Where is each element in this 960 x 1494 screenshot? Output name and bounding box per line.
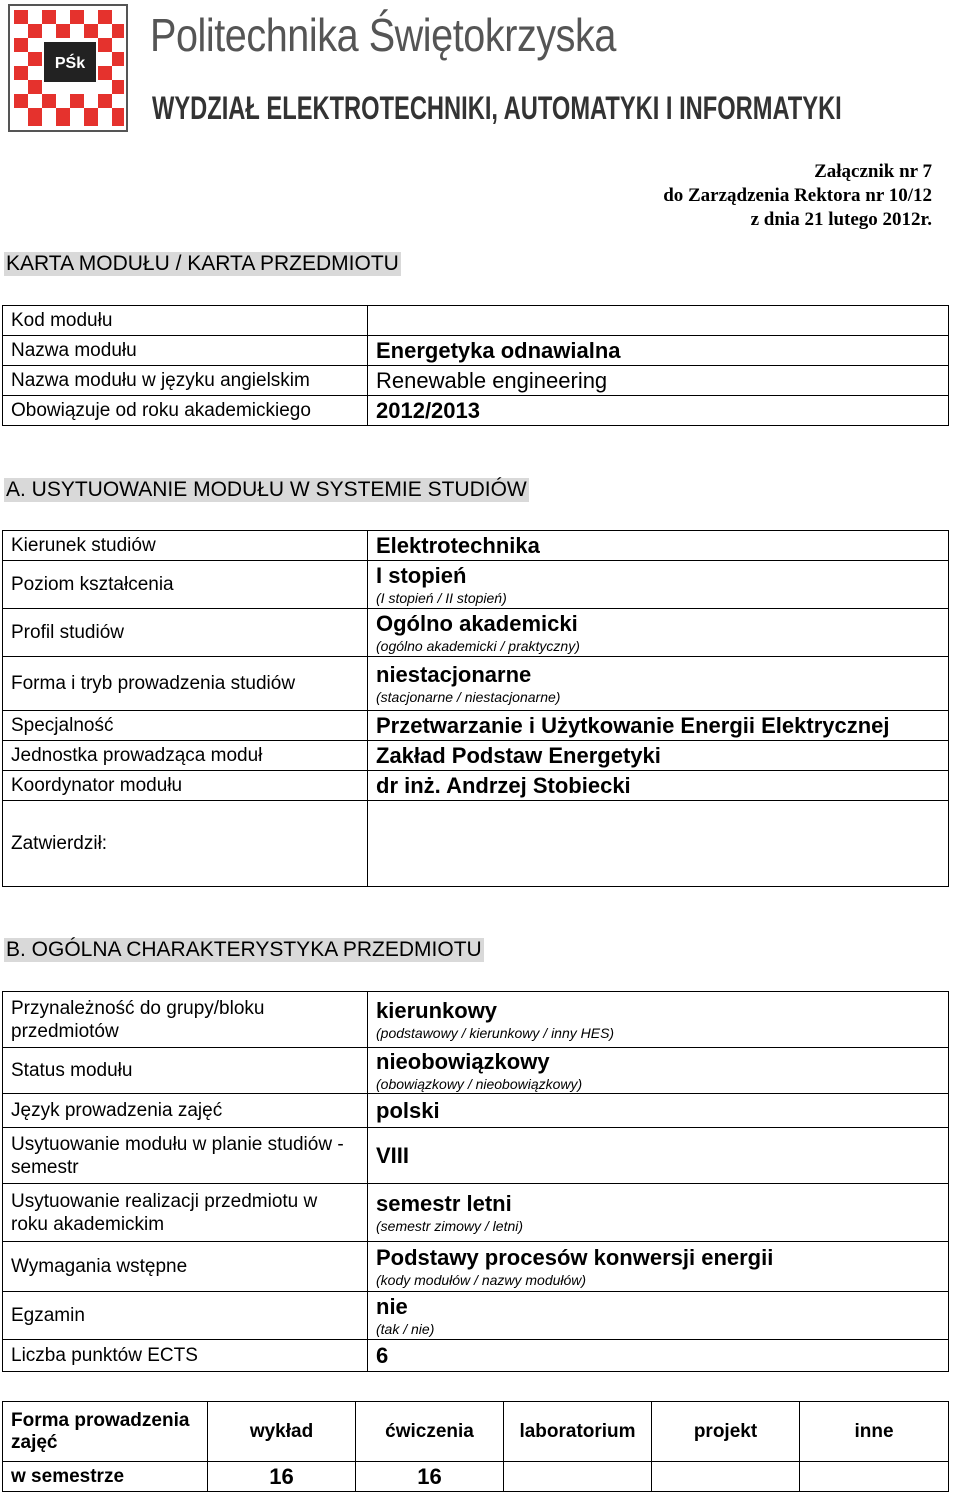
study-profile-value: Ogólno akademicki — [376, 610, 578, 636]
ects-value: 6 — [368, 1340, 949, 1372]
annex-line-2: do Zarządzenia Rektora nr 10/12 — [663, 185, 932, 206]
classes-table — [2, 1401, 949, 1492]
specialty-value: Przetwarzanie i Użytkowanie Energii Elektrycznej — [368, 711, 949, 741]
approved-value — [368, 801, 949, 887]
hours-lecture: 16 — [208, 1462, 356, 1492]
period-value: semestr letni — [376, 1190, 512, 1216]
group-hint: (podstawowy / kierunkowy / inny HES) — [376, 1024, 615, 1041]
study-form-hint: (stacjonarne / niestacjonarne) — [376, 688, 561, 705]
module-code-value — [368, 306, 949, 336]
unit-value: Zakład Podstaw Energetyki — [368, 741, 949, 771]
ects-label: Liczba punktów ECTS — [3, 1340, 368, 1372]
study-form-value: niestacjonarne — [376, 661, 532, 687]
period-label: Usytuowanie realizacji przedmiotu w roku akademickim — [3, 1184, 368, 1242]
status-value: nieobowiązkowy — [376, 1048, 550, 1074]
prerequisites-hint: (kody modułów / nazwy modułów) — [376, 1271, 587, 1288]
unit-label: Jednostka prowadząca moduł — [3, 741, 368, 771]
study-level-label: Poziom kształcenia — [3, 561, 368, 609]
module-name-en-label: Nazwa modułu w języku angielskim — [3, 366, 368, 396]
study-level-value: I stopień — [376, 562, 467, 588]
prerequisites-label: Wymagania wstępne — [3, 1242, 368, 1292]
semester-value: VIII — [368, 1128, 949, 1184]
card-title: KARTA MODUŁU / KARTA PRZEDMIOTU — [6, 252, 399, 275]
column-header-laboratory: laboratorium — [504, 1402, 652, 1462]
column-header-project: projekt — [652, 1402, 800, 1462]
group-value: kierunkowy — [376, 997, 498, 1023]
status-hint: (obowiązkowy / nieobowiązkowy) — [376, 1075, 583, 1092]
section-b-table — [2, 991, 949, 1372]
period-hint: (semestr zimowy / letni) — [376, 1217, 524, 1234]
module-name-value: Energetyka odnawialna — [368, 336, 949, 366]
hours-laboratory — [504, 1462, 652, 1492]
module-name-label: Nazwa modułu — [3, 336, 368, 366]
hours-project — [652, 1462, 800, 1492]
study-level-hint: (I stopień / II stopień) — [376, 589, 507, 606]
exam-label: Egzamin — [3, 1292, 368, 1340]
university-logo — [8, 4, 128, 132]
academic-year-label: Obowiązuje od roku akademickiego — [3, 396, 368, 426]
coordinator-value: dr inż. Andrzej Stobiecki — [368, 771, 949, 801]
coordinator-label: Koordynator modułu — [3, 771, 368, 801]
field-of-study-value: Elektrotechnika — [368, 531, 949, 561]
annex-line-1: Załącznik nr 7 — [814, 161, 932, 182]
prerequisites-value: Podstawy procesów konwersji energii — [376, 1244, 774, 1270]
exam-hint: (tak / nie) — [376, 1320, 435, 1337]
field-of-study-label: Kierunek studiów — [3, 531, 368, 561]
classes-form-header: Forma prowadzenia zajęć — [3, 1402, 208, 1462]
exam-value: nie — [376, 1293, 408, 1319]
hours-exercises: 16 — [356, 1462, 504, 1492]
language-label: Język prowadzenia zajęć — [3, 1094, 368, 1128]
per-semester-label: w semestrze — [3, 1462, 208, 1492]
annex-note — [663, 160, 932, 232]
section-b-title: B. OGÓLNA CHARAKTERYSTYKA PRZEDMIOTU — [6, 938, 482, 961]
study-profile-label: Profil studiów — [3, 609, 368, 657]
group-label: Przynależność do grupy/bloku przedmiotów — [3, 992, 368, 1048]
status-label: Status modułu — [3, 1048, 368, 1094]
semester-label: Usytuowanie modułu w planie studiów - semestr — [3, 1128, 368, 1184]
academic-year-value: 2012/2013 — [368, 396, 949, 426]
module-name-en-value: Renewable engineering — [368, 366, 949, 396]
specialty-label: Specjalność — [3, 711, 368, 741]
hours-other — [800, 1462, 949, 1492]
column-header-exercises: ćwiczenia — [356, 1402, 504, 1462]
module-info-table — [2, 305, 949, 426]
column-header-lecture: wykład — [208, 1402, 356, 1462]
language-value: polski — [368, 1094, 949, 1128]
column-header-other: inne — [800, 1402, 949, 1462]
section-a-table — [2, 530, 949, 887]
module-code-label: Kod modułu — [3, 306, 368, 336]
study-profile-hint: (ogólno akademicki / praktyczny) — [376, 637, 580, 654]
approved-label: Zatwierdził: — [3, 801, 368, 887]
study-form-label: Forma i tryb prowadzenia studiów — [3, 657, 368, 711]
university-name: Politechnika Świętokrzyska — [150, 9, 616, 61]
svg-text:PŚk: PŚk — [54, 55, 86, 72]
annex-line-3: z dnia 21 lutego 2012r. — [750, 209, 932, 230]
faculty-name: WYDZIAŁ ELEKTROTECHNIKI, AUTOMATYKI I INFORMATYKI — [152, 90, 842, 126]
section-a-title: A. USYTUOWANIE MODUŁU W SYSTEMIE STUDIÓW — [6, 478, 527, 501]
